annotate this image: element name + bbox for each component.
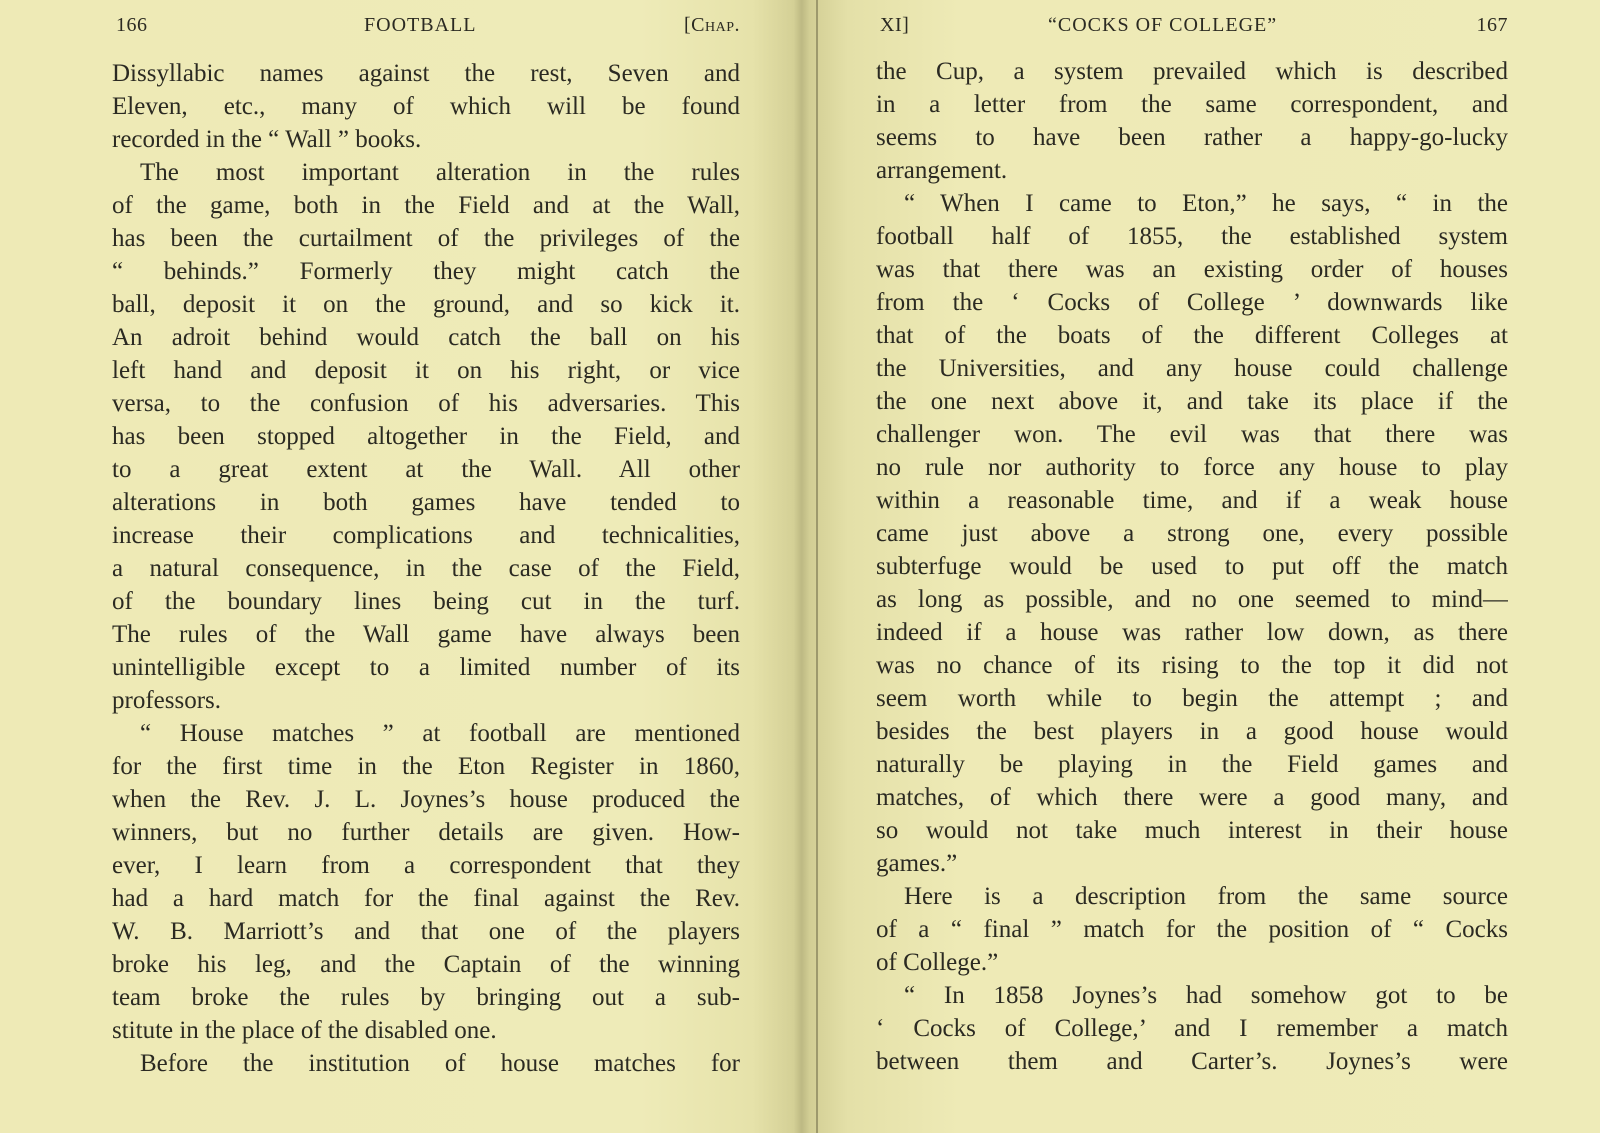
text-line: “ In 1858 Joynes’s had somehow got to be — [904, 982, 1508, 1009]
left-page-number: 166 — [116, 14, 148, 36]
text-line: came just above a strong one, every possible — [876, 520, 1508, 547]
text-line: of a “ final ” match for the position of “ Cocks — [876, 916, 1508, 943]
text-line: was that there was an existing order of houses — [876, 256, 1508, 283]
text-line: Before the institution of house matches for — [140, 1050, 740, 1077]
text-line: increase their complications and technicalities, — [112, 522, 740, 549]
text-line: left hand and deposit it on his right, or vice — [112, 357, 740, 384]
text-line: professors. — [112, 687, 222, 714]
text-line: indeed if a house was rather low down, as there — [876, 619, 1508, 646]
text-line: has been stopped altogether in the Field, and — [112, 423, 740, 450]
text-line: recorded in the “ Wall ” books. — [112, 126, 422, 153]
text-line: Here is a description from the same source — [904, 883, 1508, 910]
text-line: had a hard match for the final against the Rev. — [112, 885, 740, 912]
text-line: Eleven, etc., many of which will be found — [112, 93, 740, 120]
text-line: when the Rev. J. L. Joynes’s house produced the — [112, 786, 740, 813]
text-line: The rules of the Wall game have always been — [112, 621, 740, 648]
text-line: versa, to the confusion of his adversaries. This — [112, 390, 740, 417]
text-line: The most important alteration in the rules — [140, 159, 740, 186]
left-page-body — [112, 57, 740, 1080]
text-line: the one next above it, and take its place if the — [876, 388, 1508, 415]
book-gutter — [816, 0, 818, 1133]
text-line: between them and Carter’s. Joynes’s were — [876, 1048, 1508, 1075]
text-line: team broke the rules by bringing out a sub- — [112, 984, 740, 1011]
text-line: of the boundary lines being cut in the turf. — [112, 588, 740, 615]
text-line: the Cup, a system prevailed which is described — [876, 58, 1508, 85]
text-line: a natural consequence, in the case of the Field, — [112, 555, 740, 582]
text-line: seem worth while to begin the attempt ; and — [876, 685, 1508, 712]
left-page — [112, 0, 740, 1133]
right-running-head — [876, 14, 1508, 44]
text-line: games.” — [876, 850, 958, 877]
text-line: football half of 1855, the established system — [876, 223, 1508, 250]
text-line: ball, deposit it on the ground, and so kick it. — [112, 291, 740, 318]
text-line: besides the best players in a good house would — [876, 718, 1508, 745]
text-line: naturally be playing in the Field games and — [876, 751, 1508, 778]
left-chapter-marker: [Chap. — [683, 14, 740, 36]
text-line: seems to have been rather a happy-go-lucky — [876, 124, 1508, 151]
text-line: no rule nor authority to force any house to play — [876, 454, 1508, 481]
text-line: to a great extent at the Wall. All other — [112, 456, 740, 483]
text-line: for the first time in the Eton Register in 1860, — [112, 753, 740, 780]
text-line: has been the curtailment of the privileges of the — [112, 225, 740, 252]
text-line: as long as possible, and no one seemed to mind— — [876, 586, 1508, 613]
text-line: challenger won. The evil was that there was — [876, 421, 1508, 448]
text-line: matches, of which there were a good many, and — [876, 784, 1508, 811]
text-line: broke his leg, and the Captain of the winning — [112, 951, 740, 978]
text-line: “ When I came to Eton,” he says, “ in the — [904, 190, 1508, 217]
text-line: so would not take much interest in their house — [876, 817, 1508, 844]
text-line: alterations in both games have tended to — [112, 489, 740, 516]
left-running-head — [112, 14, 740, 44]
text-line: W. B. Marriott’s and that one of the players — [112, 918, 740, 945]
text-line: unintelligible except to a limited number of its — [112, 654, 740, 681]
right-page-number: 167 — [1476, 14, 1508, 36]
text-line: within a reasonable time, and if a weak house — [876, 487, 1508, 514]
text-line: of College.” — [876, 949, 999, 976]
text-line: was no chance of its rising to the top it did not — [876, 652, 1508, 679]
left-running-title: FOOTBALL — [364, 14, 477, 36]
right-page-body — [876, 55, 1508, 1078]
text-line: arrangement. — [876, 157, 1008, 184]
text-line: Dissyllabic names against the rest, Seven and — [112, 60, 740, 87]
text-line: An adroit behind would catch the ball on his — [112, 324, 740, 351]
right-chapter-marker: XI] — [880, 14, 910, 36]
text-line: “ behinds.” Formerly they might catch the — [112, 258, 740, 285]
text-line: from the ‘ Cocks of College ’ downwards like — [876, 289, 1508, 316]
right-running-title: “COCKS OF COLLEGE” — [1048, 14, 1278, 36]
text-line: subterfuge would be used to put off the match — [876, 553, 1508, 580]
text-line: ‘ Cocks of College,’ and I remember a match — [876, 1015, 1508, 1042]
text-line: winners, but no further details are given. How- — [112, 819, 740, 846]
text-line: in a letter from the same correspondent, and — [876, 91, 1508, 118]
right-page — [876, 0, 1508, 1133]
text-line: the Universities, and any house could challenge — [876, 355, 1508, 382]
text-line: ever, I learn from a correspondent that they — [112, 852, 740, 879]
text-line: of the game, both in the Field and at the Wall, — [112, 192, 740, 219]
text-line: “ House matches ” at football are mentioned — [140, 720, 740, 747]
text-line: stitute in the place of the disabled one. — [112, 1017, 497, 1044]
text-line: that of the boats of the different Colleges at — [876, 322, 1508, 349]
